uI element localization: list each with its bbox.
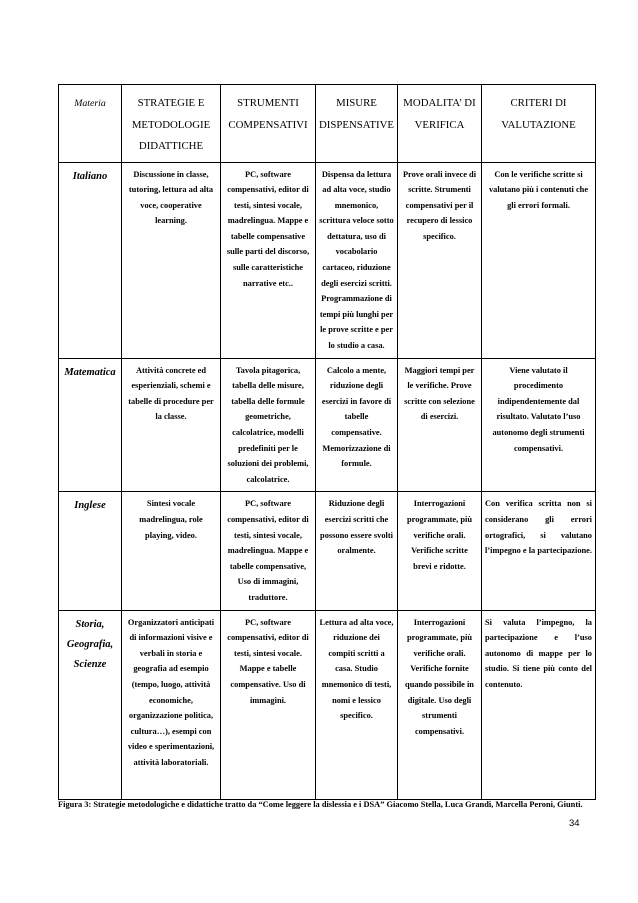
table-cell: Riduzione degli esercizi scritti che possono essere svolti oralmente.: [316, 492, 398, 610]
subject-cell: Matematica: [59, 358, 122, 492]
table-cell: PC, software compensativi, editor di testi, sintesi vocale. Mappe e tabelle compensative. Uso di immagini.: [221, 610, 316, 799]
header-criteri: CRITERI DI VALUTAZIONE: [482, 85, 596, 163]
table-row: [59, 358, 596, 492]
table-header-row: [59, 85, 596, 163]
subject-cell: Italiano: [59, 162, 122, 358]
figure-caption: Figura 3: Strategie metodologiche e didattiche tratto da “Come leggere la dislessia e i DSA” Giacomo Stella, Luca Grandi, Marcella Peroni, Giunti.: [58, 800, 583, 809]
table-cell: Con le verifiche scritte si valutano più i contenuti che gli errori formali.: [482, 162, 596, 358]
table-cell: Interrogazioni programmate, più verifiche orali. Verifiche fornite quando possibile in digitale. Uso degli strumenti compensativi.: [398, 610, 482, 799]
table-cell: Viene valutato il procedimento indipendentemente dal risultato. Valutato l’uso autonomo degli strumenti compensativi.: [482, 358, 596, 492]
header-materia: Materia: [59, 85, 122, 163]
header-strumenti: STRUMENTI COMPENSATIVI: [221, 85, 316, 163]
table-cell: Interrogazioni programmate, più verifiche orali. Verifiche scritte brevi e ridotte.: [398, 492, 482, 610]
table-cell: PC, software compensativi, editor di testi, sintesi vocale, madrelingua. Mappe e tabelle compensative, Uso di immagini, traduttore.: [221, 492, 316, 610]
table-cell: Attività concrete ed esperienziali, schemi e tabelle di procedure per la classe.: [122, 358, 221, 492]
table-cell: Prove orali invece di scritte. Strumenti compensativi per il recupero di lessico specifico.: [398, 162, 482, 358]
subject-cell: Inglese: [59, 492, 122, 610]
table-cell: Sintesi vocale madrelingua, role playing, video.: [122, 492, 221, 610]
table-cell: Calcolo a mente, riduzione degli esercizi in favore di tabelle compensative. Memorizzazione di formule.: [316, 358, 398, 492]
table-cell: Con verifica scritta non si considerano gli errori ortografici, si valutano l’impegno e la partecipazione.: [482, 492, 596, 610]
table-cell: Organizzatori anticipati di informazioni visive e verbali in storia e geografia ad esempio (tempo, luogo, attività economiche, organizzazione politica, cultura…), esempi con video e sperimentazioni, attività laboratoriali.: [122, 610, 221, 799]
table-cell: Lettura ad alta voce, riduzione dei compiti scritti a casa. Studio mnemonico di testi, nomi e lessico specifico.: [316, 610, 398, 799]
header-modalita: MODALITA’ DI VERIFICA: [398, 85, 482, 163]
strategies-table: [58, 84, 596, 800]
table-row: [59, 610, 596, 799]
page-number: 34: [569, 818, 580, 829]
header-strategie: STRATEGIE E METODOLOGIE DIDATTICHE: [122, 85, 221, 163]
header-misure: MISURE DISPENSATIVE: [316, 85, 398, 163]
table-cell: Tavola pitagorica, tabella delle misure, tabella delle formule geometriche, calcolatrice, modelli predefiniti per le soluzioni dei problemi, calcolatrice.: [221, 358, 316, 492]
table-cell: PC, software compensativi, editor di testi, sintesi vocale, madrelingua. Mappe e tabelle compensative sulle parti del discorso, sulle caratteristiche narrative etc..: [221, 162, 316, 358]
subject-cell: Storia, Geografia, Scienze: [59, 610, 122, 799]
table-cell: Dispensa da lettura ad alta voce, studio mnemonico, scrittura veloce sotto dettatura, uso di vocabolario cartaceo, riduzione degli esercizi scritti. Programmazione di tempi più lunghi per le prove scritte e per lo studio a casa.: [316, 162, 398, 358]
table-cell: Discussione in classe, tutoring, lettura ad alta voce, cooperative learning.: [122, 162, 221, 358]
table-row: [59, 492, 596, 610]
table-cell: Maggiori tempi per le verifiche. Prove scritte con selezione di esercizi.: [398, 358, 482, 492]
table-row: [59, 162, 596, 358]
table-cell: Si valuta l’impegno, la partecipazione e l’uso autonomo di mappe per lo studio. Si tiene più conto del contenuto.: [482, 610, 596, 799]
